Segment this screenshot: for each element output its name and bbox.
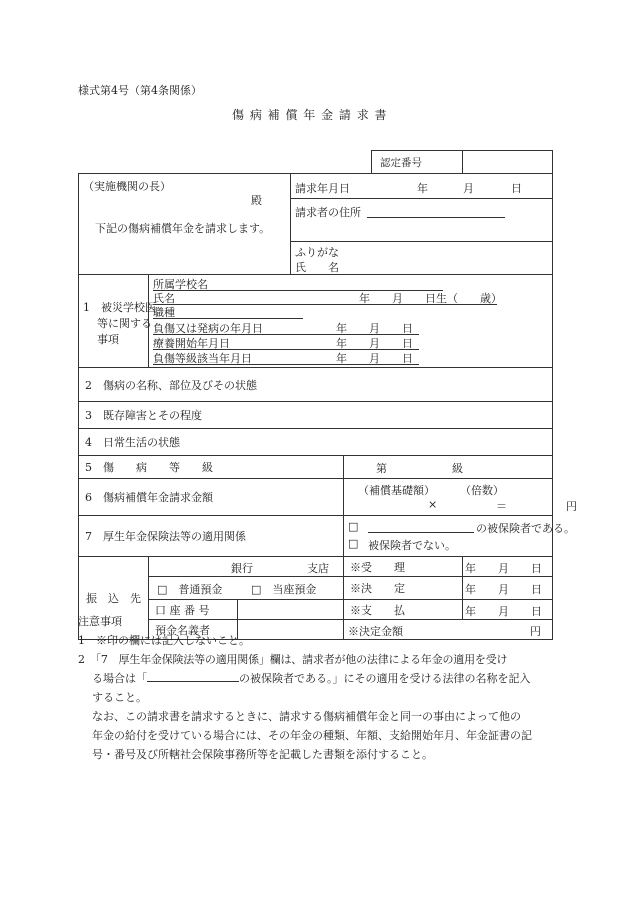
grade-date-ymd: 年 月 日: [336, 352, 413, 365]
request-text: 下記の傷病補償年金を請求します。: [95, 222, 271, 235]
occupation-label: 職種: [153, 306, 175, 319]
current-deposit-option[interactable]: □ 当座預金: [251, 583, 317, 596]
treatment-date-ymd: 年 月 日: [336, 337, 413, 350]
section2-label[interactable]: 2 傷病の名称、部位及びその状態: [79, 368, 553, 402]
grade-suffix: 級: [452, 462, 463, 475]
received-ymd: 年 月 日: [465, 562, 543, 575]
victim-name-label: 氏名: [153, 292, 175, 305]
notes-section: [78, 612, 552, 764]
decided-amount-yen: 円: [530, 625, 541, 638]
cert-number-field[interactable]: [463, 151, 553, 174]
claimant-name-label: 氏 名: [295, 261, 339, 274]
notes-heading: 注意事項: [78, 615, 122, 628]
account-holder-label: 預金名義者: [149, 620, 238, 640]
not-insured-checkbox[interactable]: □: [348, 537, 359, 550]
decided-amount-label: ※決定金額: [348, 625, 403, 638]
note-item-1: 1 ※印の欄には記入しないこと。: [78, 634, 250, 647]
section5-label: 5 傷 病 等 級: [79, 456, 344, 479]
base-amount-label: （補償基礎額）: [358, 484, 435, 497]
paid-ymd: 年 月 日: [465, 605, 543, 618]
bank-label: 銀行: [231, 562, 253, 575]
insured-checkbox[interactable]: □: [348, 520, 359, 533]
note-item-2-line2: [78, 669, 552, 688]
form-number: 様式第4号（第4条関係）: [78, 84, 202, 97]
law-name-underline[interactable]: [368, 532, 474, 533]
claim-date-day: 日: [511, 182, 522, 195]
grade-date-underline[interactable]: [153, 364, 419, 365]
treatment-date-label: 療養開始年月日: [153, 337, 230, 350]
victim-birth: 年 月 日生（ 歳）: [359, 292, 502, 305]
decided-ymd: 年 月 日: [465, 583, 543, 596]
equals-sign: ＝: [496, 500, 507, 513]
note-item-2-line2-b: の被保険者である。」にその適用を受ける法律の名称を記入: [239, 672, 531, 685]
transfer-label: 振 込 先: [79, 557, 149, 640]
ordinary-deposit-option[interactable]: □ 普通預金: [157, 583, 223, 596]
note-blank-underline: [147, 671, 239, 682]
decided-label: ※決 定: [344, 577, 463, 600]
claim-form-table: [78, 150, 577, 640]
furigana-label: ふりがな: [295, 246, 339, 259]
branch-label: 支店: [307, 562, 329, 575]
not-insured-option: 被保険者でない。: [368, 539, 456, 552]
multiplier-label: （倍数）: [460, 484, 504, 497]
paid-label: ※支 払: [344, 600, 463, 620]
section6-label: 6 傷病補償年金請求金額: [79, 479, 344, 516]
section1-label-line3: 事項: [97, 333, 119, 346]
victim-name-underline[interactable]: [153, 304, 497, 305]
note-para-line2: 年金の給付を受けている場合には、その年金の種類、年額、支給開始年月、年金証書の記: [92, 729, 532, 742]
section1-label-line2: 等に関する: [97, 317, 152, 330]
injury-date-ymd: 年 月 日: [336, 322, 413, 335]
times-sign: ×: [428, 498, 438, 511]
note-item-2-line1: 2 「7 厚生年金保険法等の適用関係」欄は、請求者が他の法律による年金の適用を受け: [78, 653, 508, 666]
received-label: ※受 理: [344, 557, 463, 577]
school-name-label: 所属学校名: [153, 278, 208, 291]
honorific: 殿: [251, 194, 262, 207]
insured-option: の被保険者である。: [476, 522, 575, 535]
grade-date-label: 負傷等級該当年月日: [153, 352, 252, 365]
claim-date-label: 請求年月日: [295, 182, 350, 195]
section3-label[interactable]: 3 既存障害とその程度: [79, 402, 553, 429]
cert-number-label: 認定番号: [372, 151, 463, 174]
section7-label: 7 厚生年金保険法等の適用関係: [79, 516, 344, 557]
claimant-address-underline[interactable]: [367, 217, 505, 218]
injury-date-label: 負傷又は発病の年月日: [153, 322, 263, 335]
claim-date-month: 月: [463, 182, 474, 195]
claimant-address-label: 請求者の住所: [295, 206, 361, 219]
occupation-underline[interactable]: [153, 318, 303, 319]
form-title: 傷 病 補 償 年 金 請 求 書: [232, 108, 388, 122]
note-item-2-line3: すること。: [92, 691, 147, 704]
section1-label-line1: 1 被災学校医: [83, 301, 156, 314]
note-para-line1: なお、この請求書を請求するときに、請求する傷病補償年金と同一の事由によって他の: [92, 710, 521, 723]
section4-label[interactable]: 4 日常生活の状態: [79, 429, 553, 456]
claim-date-year: 年: [417, 182, 428, 195]
note-para-line3: 号・番号及び所轄社会保険事務所等を記載した書類を添付すること。: [92, 748, 433, 761]
grade-prefix: 第: [376, 462, 387, 475]
note-item-2-line2-a: る場合は「: [92, 672, 147, 685]
yen-unit: 円: [566, 500, 577, 513]
addressee-label: （実施機関の長）: [83, 180, 171, 193]
account-number-label: 口 座 番 号: [149, 600, 238, 620]
